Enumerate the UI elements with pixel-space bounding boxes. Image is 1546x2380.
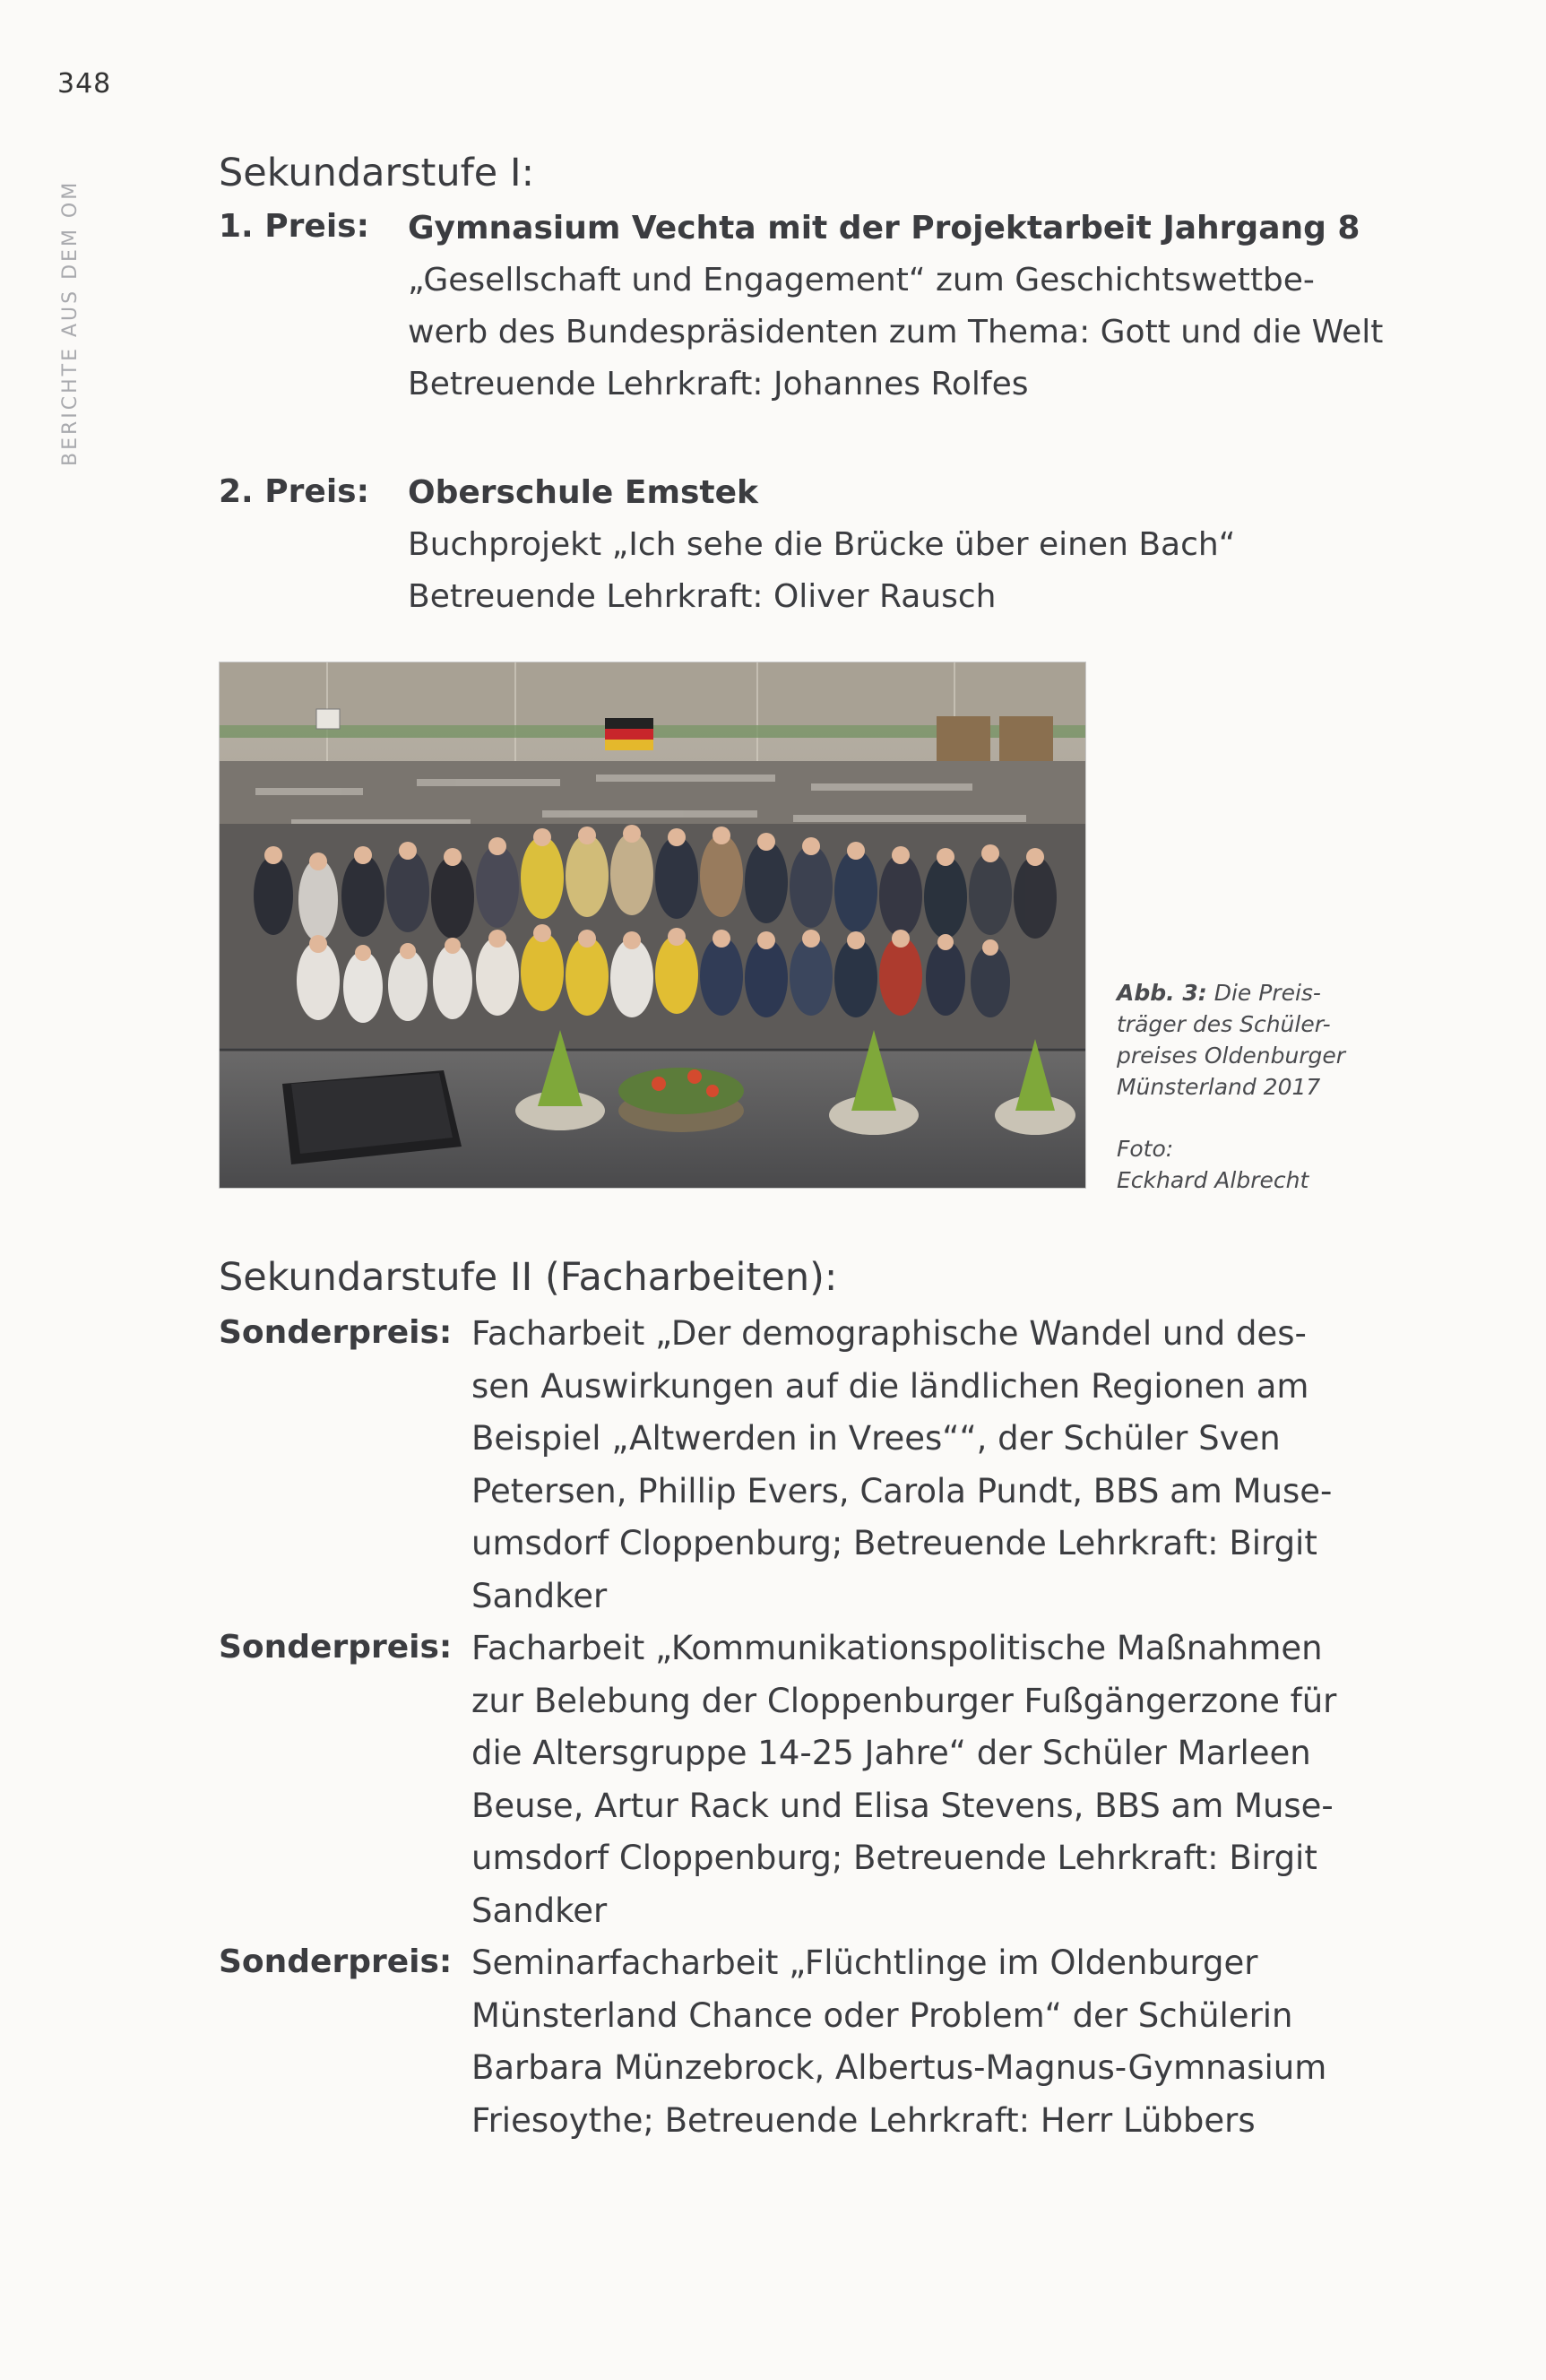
text-line: Petersen, Phillip Evers, Carola Pundt, BBS am Muse-	[471, 1471, 1333, 1510]
text-line: Friesoythe; Betreuende Lehrkraft: Herr Lübbers	[471, 2100, 1256, 2140]
page-number: 348	[57, 68, 112, 100]
text-line: umsdorf Cloppenburg; Betreuende Lehrkraft: Birgit	[471, 1524, 1317, 1562]
section-title-sek2: Sekundarstufe II (Facharbeiten):	[219, 1255, 838, 1300]
text-line: Betreuende Lehrkraft: Johannes Rolfes	[408, 366, 1029, 402]
photo-credit-label: Foto:	[1117, 1136, 1174, 1162]
caption-line: träger des Schüler-	[1117, 1011, 1331, 1037]
text-line: zur Belebung der Cloppenburger Fußgängerzone für	[471, 1681, 1337, 1720]
text-line: sen Auswirkungen auf die ländlichen Regionen am	[471, 1366, 1309, 1406]
text-line: Buchprojekt „Ich sehe die Brücke über einen Bach“	[408, 526, 1236, 563]
prize-2-school: Oberschule Emstek	[408, 474, 758, 511]
special-prize-label-2: Sonderpreis:	[219, 1629, 453, 1666]
figure-label: Abb. 3:	[1117, 980, 1207, 1006]
prize-text-2	[408, 467, 1235, 623]
text-line: Sandker	[471, 1576, 608, 1615]
text-line: Facharbeit „Kommunikationspolitische Maßnahmen	[471, 1629, 1323, 1667]
text-line: die Altersgruppe 14-25 Jahre“ der Schüler Marleen	[471, 1734, 1311, 1772]
prize-text-1	[408, 203, 1383, 411]
prize-label-2: 2. Preis:	[219, 473, 369, 510]
award-ceremony-photo	[219, 662, 1086, 1189]
text-line: Münsterland Chance oder Problem“ der Schülerin	[471, 1995, 1293, 2035]
photo-credit-name: Eckhard Albrecht	[1117, 1167, 1309, 1193]
text-line: Beispiel „Altwerden in Vrees““, der Schüler Sven	[471, 1419, 1281, 1458]
caption-line: Münsterland 2017	[1117, 1074, 1321, 1100]
text-line: werb des Bundespräsidenten zum Thema: Gott und die Welt	[408, 314, 1384, 351]
special-prize-text-2	[471, 1623, 1336, 1937]
text-line: Seminarfacharbeit „Flüchtlinge im Oldenburger	[471, 1943, 1258, 1982]
caption-line: Die Preis-	[1213, 980, 1321, 1006]
text-line: Sandker	[471, 1891, 608, 1930]
photo-illustration	[220, 662, 1085, 1188]
prize-1-school: Gymnasium Vechta mit der Projektarbeit Jahrgang 8	[408, 210, 1360, 247]
section-side-label: BERICHTE AUS DEM OM	[59, 179, 82, 466]
text-line: Barbara Münzebrock, Albertus-Magnus-Gymnasium	[471, 2048, 1327, 2087]
special-prize-text-1	[471, 1308, 1332, 1623]
text-line: Beuse, Artur Rack und Elisa Stevens, BBS am Muse-	[471, 1786, 1334, 1825]
text-line: umsdorf Cloppenburg; Betreuende Lehrkraft: Birgit	[471, 1839, 1317, 1877]
figure-caption	[1117, 977, 1386, 1196]
special-prize-label-1: Sonderpreis:	[219, 1314, 453, 1351]
text-line: Facharbeit „Der demographische Wandel und des-	[471, 1314, 1307, 1353]
prize-label-1: 1. Preis:	[219, 208, 369, 245]
section-title-sek1: Sekundarstufe I:	[219, 151, 535, 195]
caption-line: preises Oldenburger	[1117, 1043, 1346, 1069]
special-prize-text-3	[471, 1937, 1326, 2147]
text-line: Betreuende Lehrkraft: Oliver Rausch	[408, 578, 997, 615]
special-prize-label-3: Sonderpreis:	[219, 1943, 453, 1980]
text-line: „Gesellschaft und Engagement“ zum Geschichtswettbe-	[408, 262, 1315, 299]
